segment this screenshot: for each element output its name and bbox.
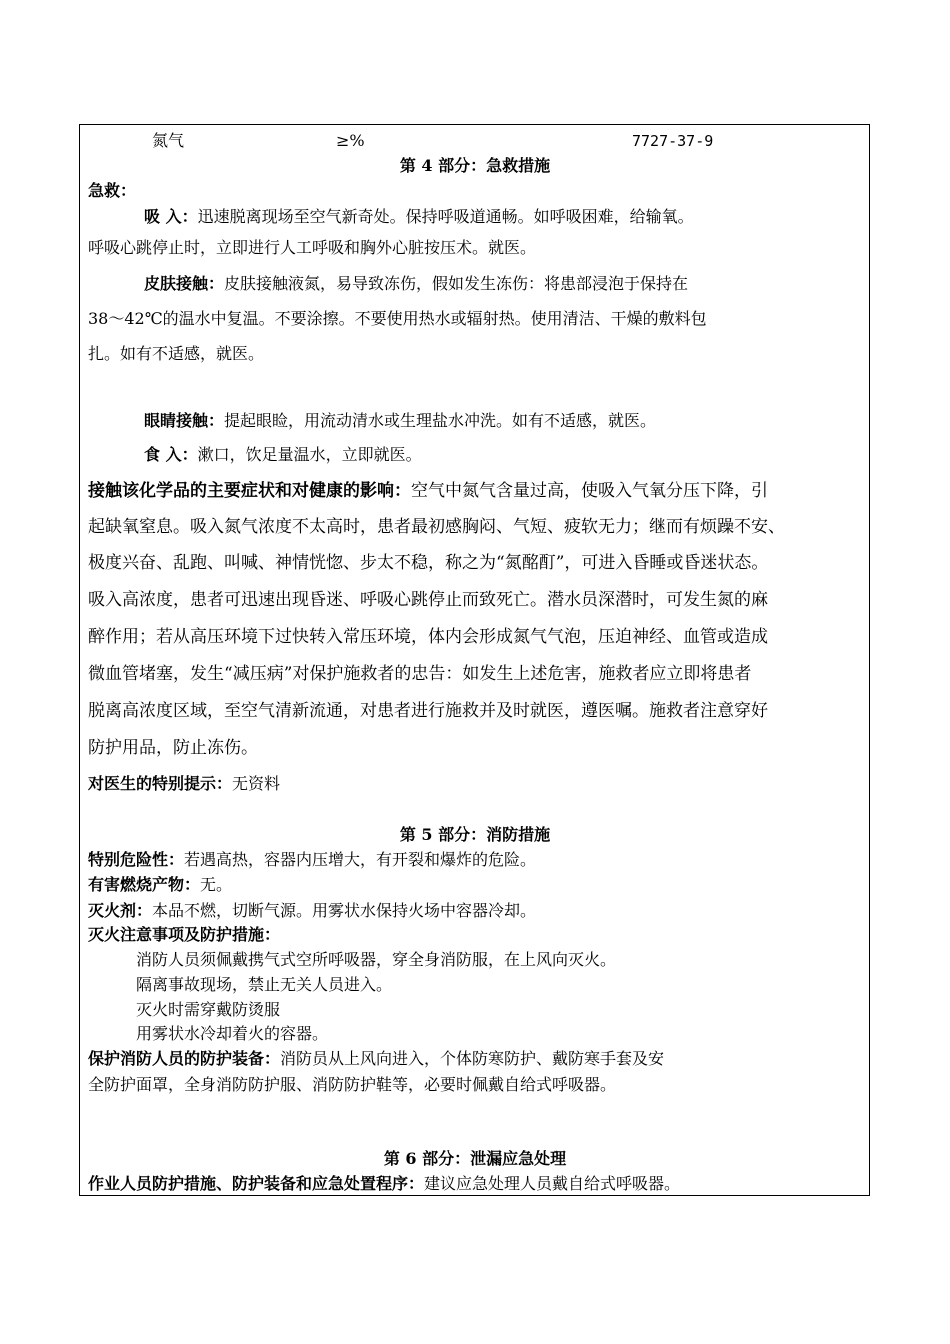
ingestion-text: 漱口，饮足量温水，立即就医。 <box>197 445 422 464</box>
substance-name: 氮气 <box>152 131 185 150</box>
symptoms-line1 <box>88 481 864 501</box>
skin-line1 <box>144 274 688 294</box>
combustion-line <box>88 875 232 895</box>
symptoms-text: 空气中氮气含量过高，使吸入气氧分压下降，引 <box>411 481 768 501</box>
equipment-line2: 全防护面罩，全身消防防护服、消防防护鞋等，必要时佩戴自给式呼吸器。 <box>88 1075 617 1094</box>
symptoms-label: 接触该化学品的主要症状和对健康的影响： <box>88 481 411 501</box>
combustion-text: 无。 <box>200 875 233 894</box>
symptoms-line4: 吸入高浓度，患者可迅速出现昏迷、呼吸心跳停止而致死亡。潜水员深潜时，可发生氮的麻 <box>88 590 768 610</box>
symptoms-line2: 起缺氧窒息。吸入氮气浓度不太高时，患者最初感胸闷、气短、疲软无力；继而有烦躁不安、 <box>88 517 785 537</box>
doctor-label: 对医生的特别提示： <box>88 774 233 793</box>
symptoms-line7: 脱离高浓度区域，至空气清新流通，对患者进行施救并及时就医，遵医嘱。施救者注意穿好 <box>88 701 768 721</box>
extinguisher-line <box>88 901 536 921</box>
doctor-note <box>88 774 280 794</box>
precaution-item: 灭火时需穿戴防烫服 <box>136 1000 281 1019</box>
procedure-line <box>88 1174 680 1194</box>
equipment-text: 消防员从上风向进入，个体防寒防护、戴防寒手套及安 <box>280 1049 665 1068</box>
first-aid-heading: 急救： <box>88 181 137 200</box>
ingestion-label: 食 入： <box>144 445 198 464</box>
symptoms-line8: 防护用品，防止冻伤。 <box>88 738 258 758</box>
eye-text: 提起眼睑，用流动清水或生理盐水冲洗。如有不适感，就医。 <box>224 411 657 430</box>
doctor-text: 无资料 <box>232 774 281 793</box>
eye-line <box>144 411 656 431</box>
substance-content: ≥% <box>336 131 365 150</box>
section6-title: 第 6 部分：泄漏应急处理 <box>383 1149 567 1168</box>
inhalation-text: 迅速脱离现场至空气新奇处。保持呼吸道通畅。如呼吸困难，给输氧。 <box>197 207 694 226</box>
inhalation-line1 <box>144 207 694 227</box>
skin-line3: 扎。如有不适感，就医。 <box>88 344 265 363</box>
section4-title: 第 4 部分：急救措施 <box>399 156 551 175</box>
symptoms-line6: 微血管堵塞，发生“减压病”对保护施救者的忠告：如发生上述危害，施救者应立即将患者 <box>88 664 752 684</box>
extinguisher-text: 本品不燃，切断气源。用雾状水保持火场中容器冷却。 <box>152 901 537 920</box>
section5-title: 第 5 部分：消防措施 <box>399 825 551 844</box>
precaution-item: 用雾状水冷却着火的容器。 <box>136 1024 329 1043</box>
precautions-label: 灭火注意事项及防护措施： <box>88 925 281 944</box>
precaution-item: 消防人员须佩戴携气式空所呼吸器，穿全身消防服，在上风向灭火。 <box>136 950 617 969</box>
skin-text: 皮肤接触液氮，易导致冻伤，假如发生冻伤：将患部浸泡于保持在 <box>224 274 689 293</box>
equipment-line1 <box>88 1049 664 1069</box>
procedure-label: 作业人员防护措施、防护装备和应急处置程序： <box>88 1174 425 1193</box>
eye-label: 眼睛接触： <box>144 411 225 430</box>
combustion-label: 有害燃烧产物： <box>88 875 201 894</box>
ingestion-line <box>144 445 422 465</box>
inhalation-label: 吸 入： <box>144 207 198 226</box>
inhalation-line2: 呼吸心跳停止时，立即进行人工呼吸和胸外心脏按压术。就医。 <box>88 238 537 257</box>
skin-line2: 38～42℃的温水中复温。不要涂擦。不要使用热水或辐射热。使用清洁、干燥的敷料包 <box>88 309 707 328</box>
hazard-line <box>88 850 536 870</box>
hazard-text: 若遇高热，容器内压增大，有开裂和爆炸的危险。 <box>184 850 537 869</box>
cas-number: 7727-37-9 <box>632 132 714 150</box>
symptoms-line5: 醉作用；若从高压环境下过快转入常压环境，体内会形成氮气气泡，压迫神经、血管或造成 <box>88 627 768 647</box>
extinguisher-label: 灭火剂： <box>88 901 153 920</box>
procedure-text: 建议应急处理人员戴自给式呼吸器。 <box>424 1174 681 1193</box>
equipment-label: 保护消防人员的防护装备： <box>88 1049 281 1068</box>
hazard-label: 特别危险性： <box>88 850 185 869</box>
document-frame <box>79 124 870 1196</box>
precaution-item: 隔离事故现场，禁止无关人员进入。 <box>136 975 393 994</box>
skin-label: 皮肤接触： <box>144 274 225 293</box>
symptoms-line3: 极度兴奋、乱跑、叫喊、神情恍惚、步太不稳，称之为“氮酩酊”，可进入昏睡或昏迷状态。 <box>88 553 769 573</box>
